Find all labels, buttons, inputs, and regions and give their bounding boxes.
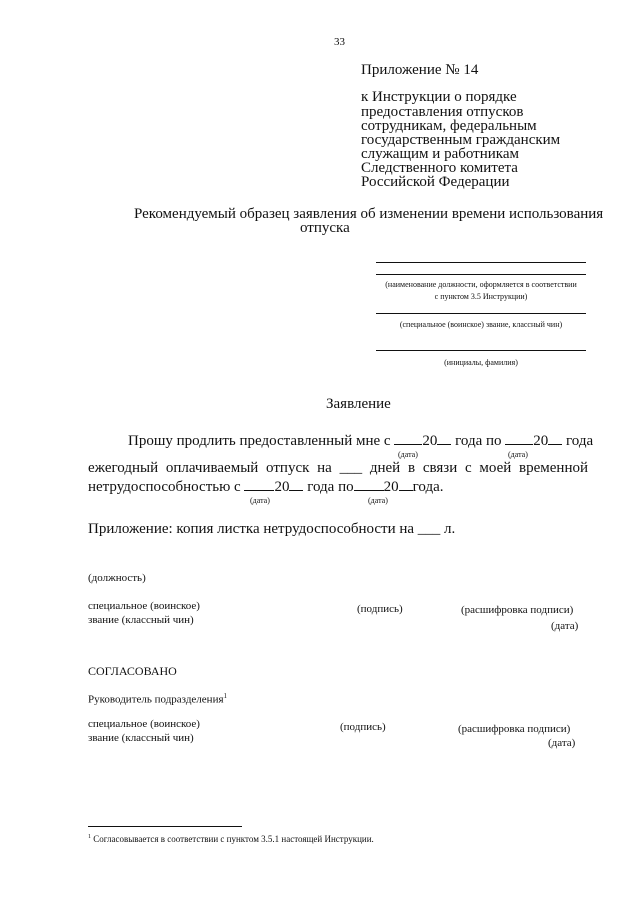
footnote-text: Согласовывается в соответствии с пунктом 3.5.1 настоящей Инструкции.	[93, 834, 374, 844]
head-of-unit-label	[88, 692, 227, 706]
addressee-line	[376, 350, 586, 351]
signature-decoding-label: (расшифровка подписи)	[461, 604, 574, 616]
year-blank	[548, 432, 562, 445]
addressee-caption-rank: (специальное (воинское) звание, классный чин)	[399, 320, 563, 329]
appendix-line: предоставления отпусков	[361, 104, 524, 120]
document-title: Заявление	[326, 396, 391, 412]
form-heading-line1: Рекомендуемый образец заявления об изменении времени использования	[134, 206, 604, 222]
addressee-line	[376, 274, 586, 275]
signature-decoding-label: (расшифровка подписи)	[458, 723, 571, 735]
signature-label: (подпись)	[357, 603, 403, 615]
signature-label: (подпись)	[340, 721, 386, 733]
request-line-2: ежегодный оплачиваемый отпуск на ___ дней в связи с моей временной	[88, 460, 588, 476]
appendix-line: Следственного комитета	[361, 160, 518, 176]
approved-heading: СОГЛАСОВАНО	[88, 664, 177, 678]
appendix-line: Российской Федерации	[361, 174, 510, 190]
attachment-note: Приложение: копия листка нетрудоспособности на ___ л.	[88, 521, 456, 537]
request-text: года по	[455, 433, 502, 449]
date-caption: (дата)	[508, 450, 528, 459]
year-blank	[399, 478, 413, 491]
footnote	[88, 834, 374, 844]
request-text: Прошу продлить предоставленный мне с	[128, 433, 391, 449]
date-caption: (дата)	[250, 496, 270, 505]
date-blank	[505, 432, 533, 445]
request-line-1	[128, 432, 593, 450]
date-blank	[394, 432, 422, 445]
request-line-3	[88, 478, 444, 496]
date-blank	[354, 478, 384, 491]
year-blank	[289, 478, 303, 491]
rank-label-line1: специальное (воинское)	[88, 600, 200, 612]
appendix-title: Приложение № 14	[361, 62, 479, 78]
date-label: (дата)	[548, 737, 576, 749]
appendix-line: сотрудникам, федеральным	[361, 118, 537, 134]
head-of-unit-text: Руководитель подразделения	[88, 693, 224, 706]
footnote-reference: 1	[223, 692, 228, 700]
request-text: года по	[307, 479, 354, 495]
footnote-separator	[88, 826, 242, 827]
footnote-mark: 1	[88, 834, 91, 840]
date-caption: (дата)	[398, 450, 418, 459]
position-label: (должность)	[88, 572, 146, 584]
year-blank	[437, 432, 451, 445]
appendix-line: к Инструкции о порядке	[361, 89, 517, 105]
year-prefix: 20	[383, 479, 399, 495]
addressee-line	[376, 262, 586, 263]
request-text: нетрудоспособностью с	[88, 479, 241, 495]
year-prefix: 20	[274, 479, 290, 495]
addressee-caption-position: (наименование должности, оформляется в соответствии	[385, 280, 577, 289]
addressee-line	[376, 313, 586, 314]
year-prefix: 20	[533, 433, 549, 449]
page-number: 33	[334, 36, 345, 48]
date-label: (дата)	[551, 620, 579, 632]
appendix-line: государственным гражданским	[361, 132, 561, 148]
form-heading-line2: отпуска	[300, 220, 350, 236]
rank-label-line2: звание (классный чин)	[88, 614, 194, 626]
rank-label-line1: специальное (воинское)	[88, 718, 200, 730]
request-text: года.	[412, 479, 444, 495]
date-blank	[244, 478, 274, 491]
addressee-caption-position-ref: с пунктом 3.5 Инструкции)	[434, 292, 528, 301]
date-caption: (дата)	[368, 496, 388, 505]
request-text: года	[566, 433, 594, 449]
addressee-caption-name: (инициалы, фамилия)	[444, 358, 518, 367]
appendix-line: служащим и работникам	[361, 146, 519, 162]
year-prefix: 20	[422, 433, 438, 449]
rank-label-line2: звание (классный чин)	[88, 732, 194, 744]
